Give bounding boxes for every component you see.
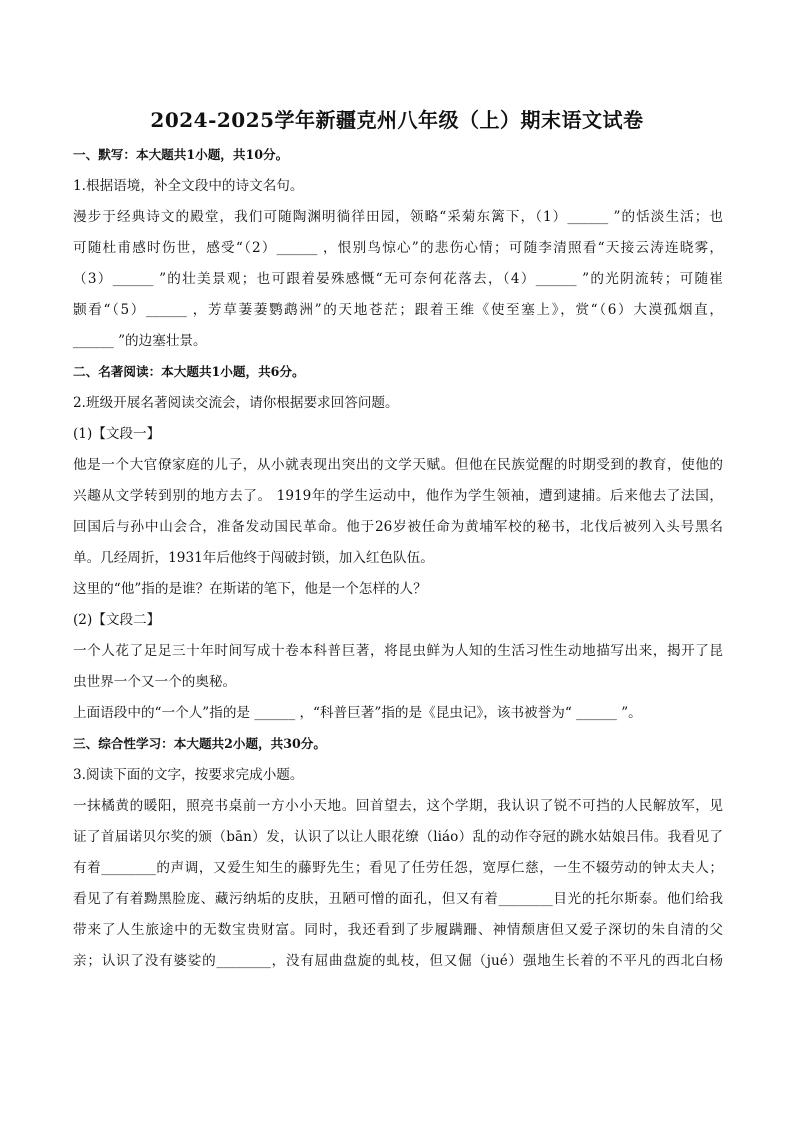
question-1-text-line-2: 可随杜甫感时伤世，感受“（2）______ ，恨别鸟惊心”的悲伤心情；可随李清照看“天接云涛连晓雾， [73,240,723,256]
passage-2-label: (2)【文段二】 [73,612,161,628]
passage-1-question: 这里的“他”指的是谁？在斯诺的笔下，他是一个怎样的人？ [73,581,427,597]
section-heading-2: 二、名著阅读：本大题共1小题，共6分。 [73,364,305,379]
question-3-text-line-5: 带来了人生旅途中的无数宝贵财富。同时，我还看到了步履蹒跚、神情颓唐但又爱子深切的朱自清的父 [73,922,723,938]
question-1-text-line-5: ______ ”的边塞壮景。 [73,333,207,349]
question-3-text-line-3: 有着________的声调，又爱生知生的藤野先生；看见了任劳任怨，宽厚仁慈，一生不辍劳动的钟太夫人； [73,860,723,876]
passage-1-line-2: 兴趣从文学转到别的地方去了。 1919年的学生运动中，他作为学生领袖，遭到逮捕。后来他去了法国， [73,488,723,504]
question-3-text-line-6: 亲；认识了没有婆娑的________，没有屈曲盘旋的虬枝，但又倔（jué）强地生长着的不平凡的西北白杨 [73,953,723,969]
question-3-text-line-1: 一抹橘黄的暖阳，照亮书桌前一方小小天地。回首望去，这个学期，我认识了锐不可挡的人民解放军，见 [73,798,723,814]
page-title: 2024-2025学年新疆克州八年级（上）期末语文试卷 [150,108,644,132]
question-1-text-line-1: 漫步于经典诗文的殿堂，我们可随陶渊明徜徉田园，领略“采菊东篱下，（1）______ ”的恬淡生活；也 [73,209,723,225]
section-heading-3: 三、综合性学习：本大题共2小题，共30分。 [73,736,326,751]
passage-1-line-1: 他是一个大官僚家庭的儿子，从小就表现出突出的文学天赋。但他在民族觉醒的时期受到的教育，使他的 [73,457,723,473]
question-1-prompt: 1.根据语境，补全文段中的诗文名句。 [73,178,304,194]
section-heading-1: 一、默写：本大题共1小题，共10分。 [73,147,289,162]
question-1-text-line-4: 颢看“（5）______ ，芳草萋萋鹦鹉洲”的天地苍茫；跟着王维《使至塞上》，赏“（6）大漠孤烟直， [73,302,723,318]
question-3-text-line-4: 看见了有着黝黑脸庞、藏污纳垢的皮肤，丑陋可憎的面孔，但又有着________目光的托尔斯泰。他们给我 [73,891,723,907]
passage-2-question: 上面语段中的“一个人”指的是 ______ ，“科普巨著”指的是《昆虫记》，该书被誉为“ ______ ”。 [73,705,642,721]
passage-1-label: (1)【文段一】 [73,426,161,442]
question-2-prompt: 2.班级开展名著阅读交流会，请你根据要求回答问题。 [73,395,399,411]
question-3-prompt: 3.阅读下面的文字，按要求完成小题。 [73,767,304,783]
question-1-text-line-3: （3）______ ”的壮美景观；也可跟着晏殊感慨“无可奈何花落去，（4）______ ”的光阴流转；可随崔 [73,271,723,287]
passage-2-line-1: 一个人花了足足三十年时间写成十卷本科普巨著，将昆虫鲜为人知的生活习性生动地描写出来，揭开了昆 [73,643,723,659]
passage-1-line-4: 单。几经周折，1931年后他终于闯破封锁，加入红色队伍。 [73,550,434,566]
passage-2-line-2: 虫世界一个又一个的奥秘。 [73,674,237,690]
question-3-text-line-2: 证了首届诺贝尔奖的颁（bān）发，认识了以让人眼花缭（liáo）乱的动作夺冠的跳水姑娘吕伟。我看见了 [73,829,723,845]
passage-1-line-3: 回国后与孙中山会合，准备发动国民革命。他于26岁被任命为黄埔军校的秘书，北伐后被列入头号黑名 [73,519,723,535]
